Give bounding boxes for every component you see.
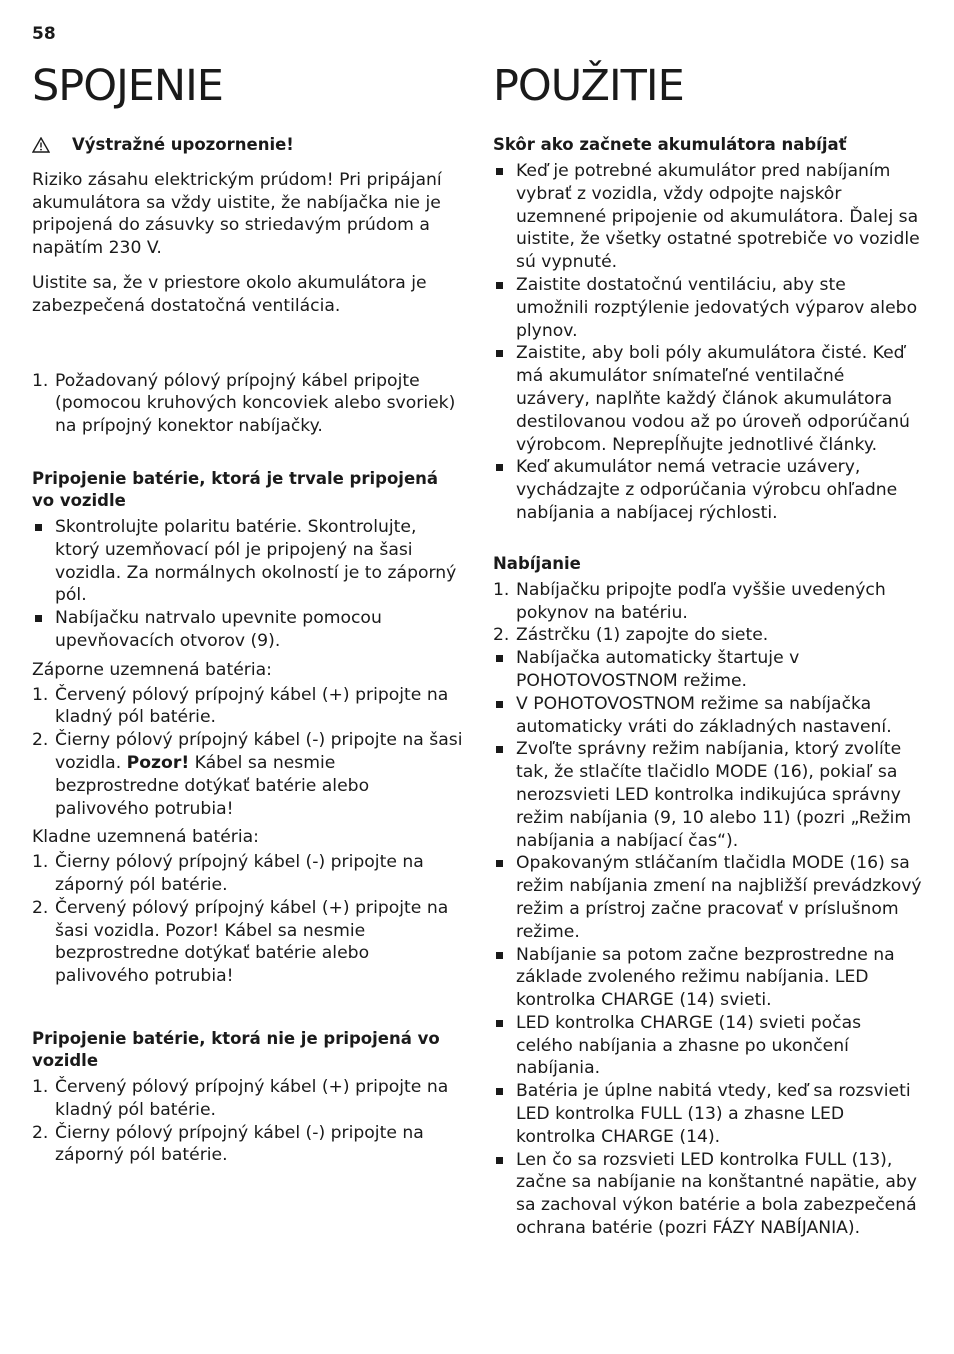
list-item: Zaistite dostatočnú ventiláciu, aby ste umožnili rozptýlenie jedovatých výparov alebo plynov.	[493, 274, 923, 342]
warning-heading	[32, 134, 464, 157]
list-item: V POHOTOVOSTNOM režime sa nabíjačka automaticky vráti do základných nastavení.	[493, 693, 923, 739]
negative-ground-label: Záporne uzemnená batéria:	[32, 659, 272, 680]
list-item: Nabíjačku natrvalo upevnite pomocou upevňovacích otvorov (9).	[32, 607, 464, 653]
list-item: Keď je potrebné akumulátor pred nabíjaním vybrať z vozidla, vždy odpojte najskôr uzemnené pripojenie od akumulátora. Ďalej sa uistite, že všetky ostatné spotrebiče vo vozidle sú vypnuté.	[493, 160, 923, 274]
list-item: 1. Nabíjačku pripojte podľa vyššie uvedených pokynov na batériu.	[493, 579, 886, 623]
bullet-list	[493, 647, 923, 1240]
section-title-spojenie: SPOJENIE	[32, 61, 223, 111]
warning-triangle-icon	[32, 137, 50, 153]
list-item: Keď akumulátor nemá vetracie uzávery, vychádzajte z odporúčania výrobcu ohľadne nabíjania a nabíjacej rýchlosti.	[493, 456, 923, 524]
warning-paragraph: Uistite sa, že v priestore okolo akumulátora je zabezpečená dostatočná ventilácia.	[32, 272, 427, 316]
list-item: 2. Červený pólový prípojný kábel (+) pripojte na šasi vozidla. Pozor! Kábel sa nesmie bezprostredne dotýkať batérie alebo palivového potrubia!	[32, 897, 449, 987]
section-title-pouzitie: POUŽITIE	[493, 61, 684, 111]
list-item: Zvoľte správny režim nabíjania, ktorý zvolíte tak, že stlačíte tlačidlo MODE (16), pokiaľ sa nerozsvieti LED kontrolka indikujúca správny režim nabíjania (9, 10 alebo 11) (pozri „Režim nabíjania a nabíjací čas“).	[493, 738, 923, 852]
list-item: 1. Červený pólový prípojný kábel (+) pripojte na kladný pól batérie.	[32, 684, 449, 728]
positive-ground-label: Kladne uzemnená batéria:	[32, 827, 259, 848]
warning-paragraph: Riziko zásahu elektrickým prúdom! Pri pripájaní akumulátora sa vždy uistite, že nabíjačka nie je pripojená do zásuvky so striedavým prúdom a napätím 230 V.	[32, 169, 442, 259]
subheading-fixed-battery: Pripojenie batérie, ktorá je trvale pripojená vo vozidle	[32, 468, 439, 510]
list-item: Len čo sa rozsvieti LED kontrolka FULL (13), začne sa nabíjanie na konštantné napätie, aby sa zachoval výkon batérie a bola zabezpečená ochrana batérie (pozri FÁZY NABÍJANIA).	[493, 1149, 923, 1240]
numbered-list	[493, 579, 923, 647]
page-number: 58	[32, 24, 56, 44]
list-item: 2. Čierny pólový prípojný kábel (-) pripojte na šasi vozidla. Pozor! Kábel sa nesmie bezprostredne dotýkať batérie alebo palivového potrubia!	[32, 730, 463, 819]
list-item: LED kontrolka CHARGE (14) svieti počas celého nabíjania a zhasne po ukončení nabíjania.	[493, 1012, 923, 1080]
list-item: Skontrolujte polaritu batérie. Skontrolujte, ktorý uzemňovací pól je pripojený na šasi vozidla. Za normálnych okolností je to záporný pól.	[32, 516, 464, 607]
left-column	[32, 60, 464, 1167]
list-item: 1. Požadovaný pólový prípojný kábel pripojte (pomocou kruhových koncoviek alebo svoriek) na prípojný konektor nabíjačky.	[32, 370, 456, 437]
subheading-loose-battery: Pripojenie batérie, ktorá nie je pripojená vo vozidle	[32, 1028, 440, 1070]
list-item: Zaistite, aby boli póly akumulátora čisté. Keď má akumulátor snímateľné ventilačné uzávery, naplňte každý článok akumulátora destilovanou vodou až po úroveň odporúčanú výrobcom. Neprepĺňujte jednotlivé články.	[493, 342, 923, 456]
numbered-list	[32, 851, 464, 988]
connect-step-list	[32, 370, 464, 438]
warning-heading-text: Výstražné upozornenie!	[72, 135, 294, 154]
subheading-before-charging: Skôr ako začnete akumulátora nabíjať	[493, 135, 847, 154]
subheading-charging: Nabíjanie	[493, 553, 581, 573]
numbered-list	[32, 684, 464, 821]
list-item: 1. Červený pólový prípojný kábel (+) pripojte na kladný pól batérie.	[32, 1076, 449, 1120]
list-item: 2. Zástrčku (1) zapojte do siete.	[493, 625, 769, 646]
bullet-list	[493, 160, 923, 525]
list-item: Nabíjanie sa potom začne bezprostredne na základe zvoleného režimu nabíjania. LED kontrolka CHARGE (14) svieti.	[493, 944, 923, 1012]
list-item: Opakovaným stláčaním tlačidla MODE (16) sa režim nabíjania zmení na najbližší prevádzkový režim a prístroj začne pracovať v príslušnom režime.	[493, 852, 923, 943]
numbered-list	[32, 1076, 464, 1167]
list-item: Nabíjačka automaticky štartuje v POHOTOVOSTNOM režime.	[493, 647, 923, 693]
right-column	[493, 60, 923, 1240]
bullet-list	[32, 516, 464, 653]
list-item: 1. Čierny pólový prípojný kábel (-) pripojte na záporný pól batérie.	[32, 852, 424, 895]
list-item: Batéria je úplne nabitá vtedy, keď sa rozsvieti LED kontrolka FULL (13) a zhasne LED kontrolka CHARGE (14).	[493, 1080, 923, 1148]
list-item: 2. Čierny pólový prípojný kábel (-) pripojte na záporný pól batérie.	[32, 1122, 424, 1166]
caution-word: Pozor!	[126, 752, 190, 773]
